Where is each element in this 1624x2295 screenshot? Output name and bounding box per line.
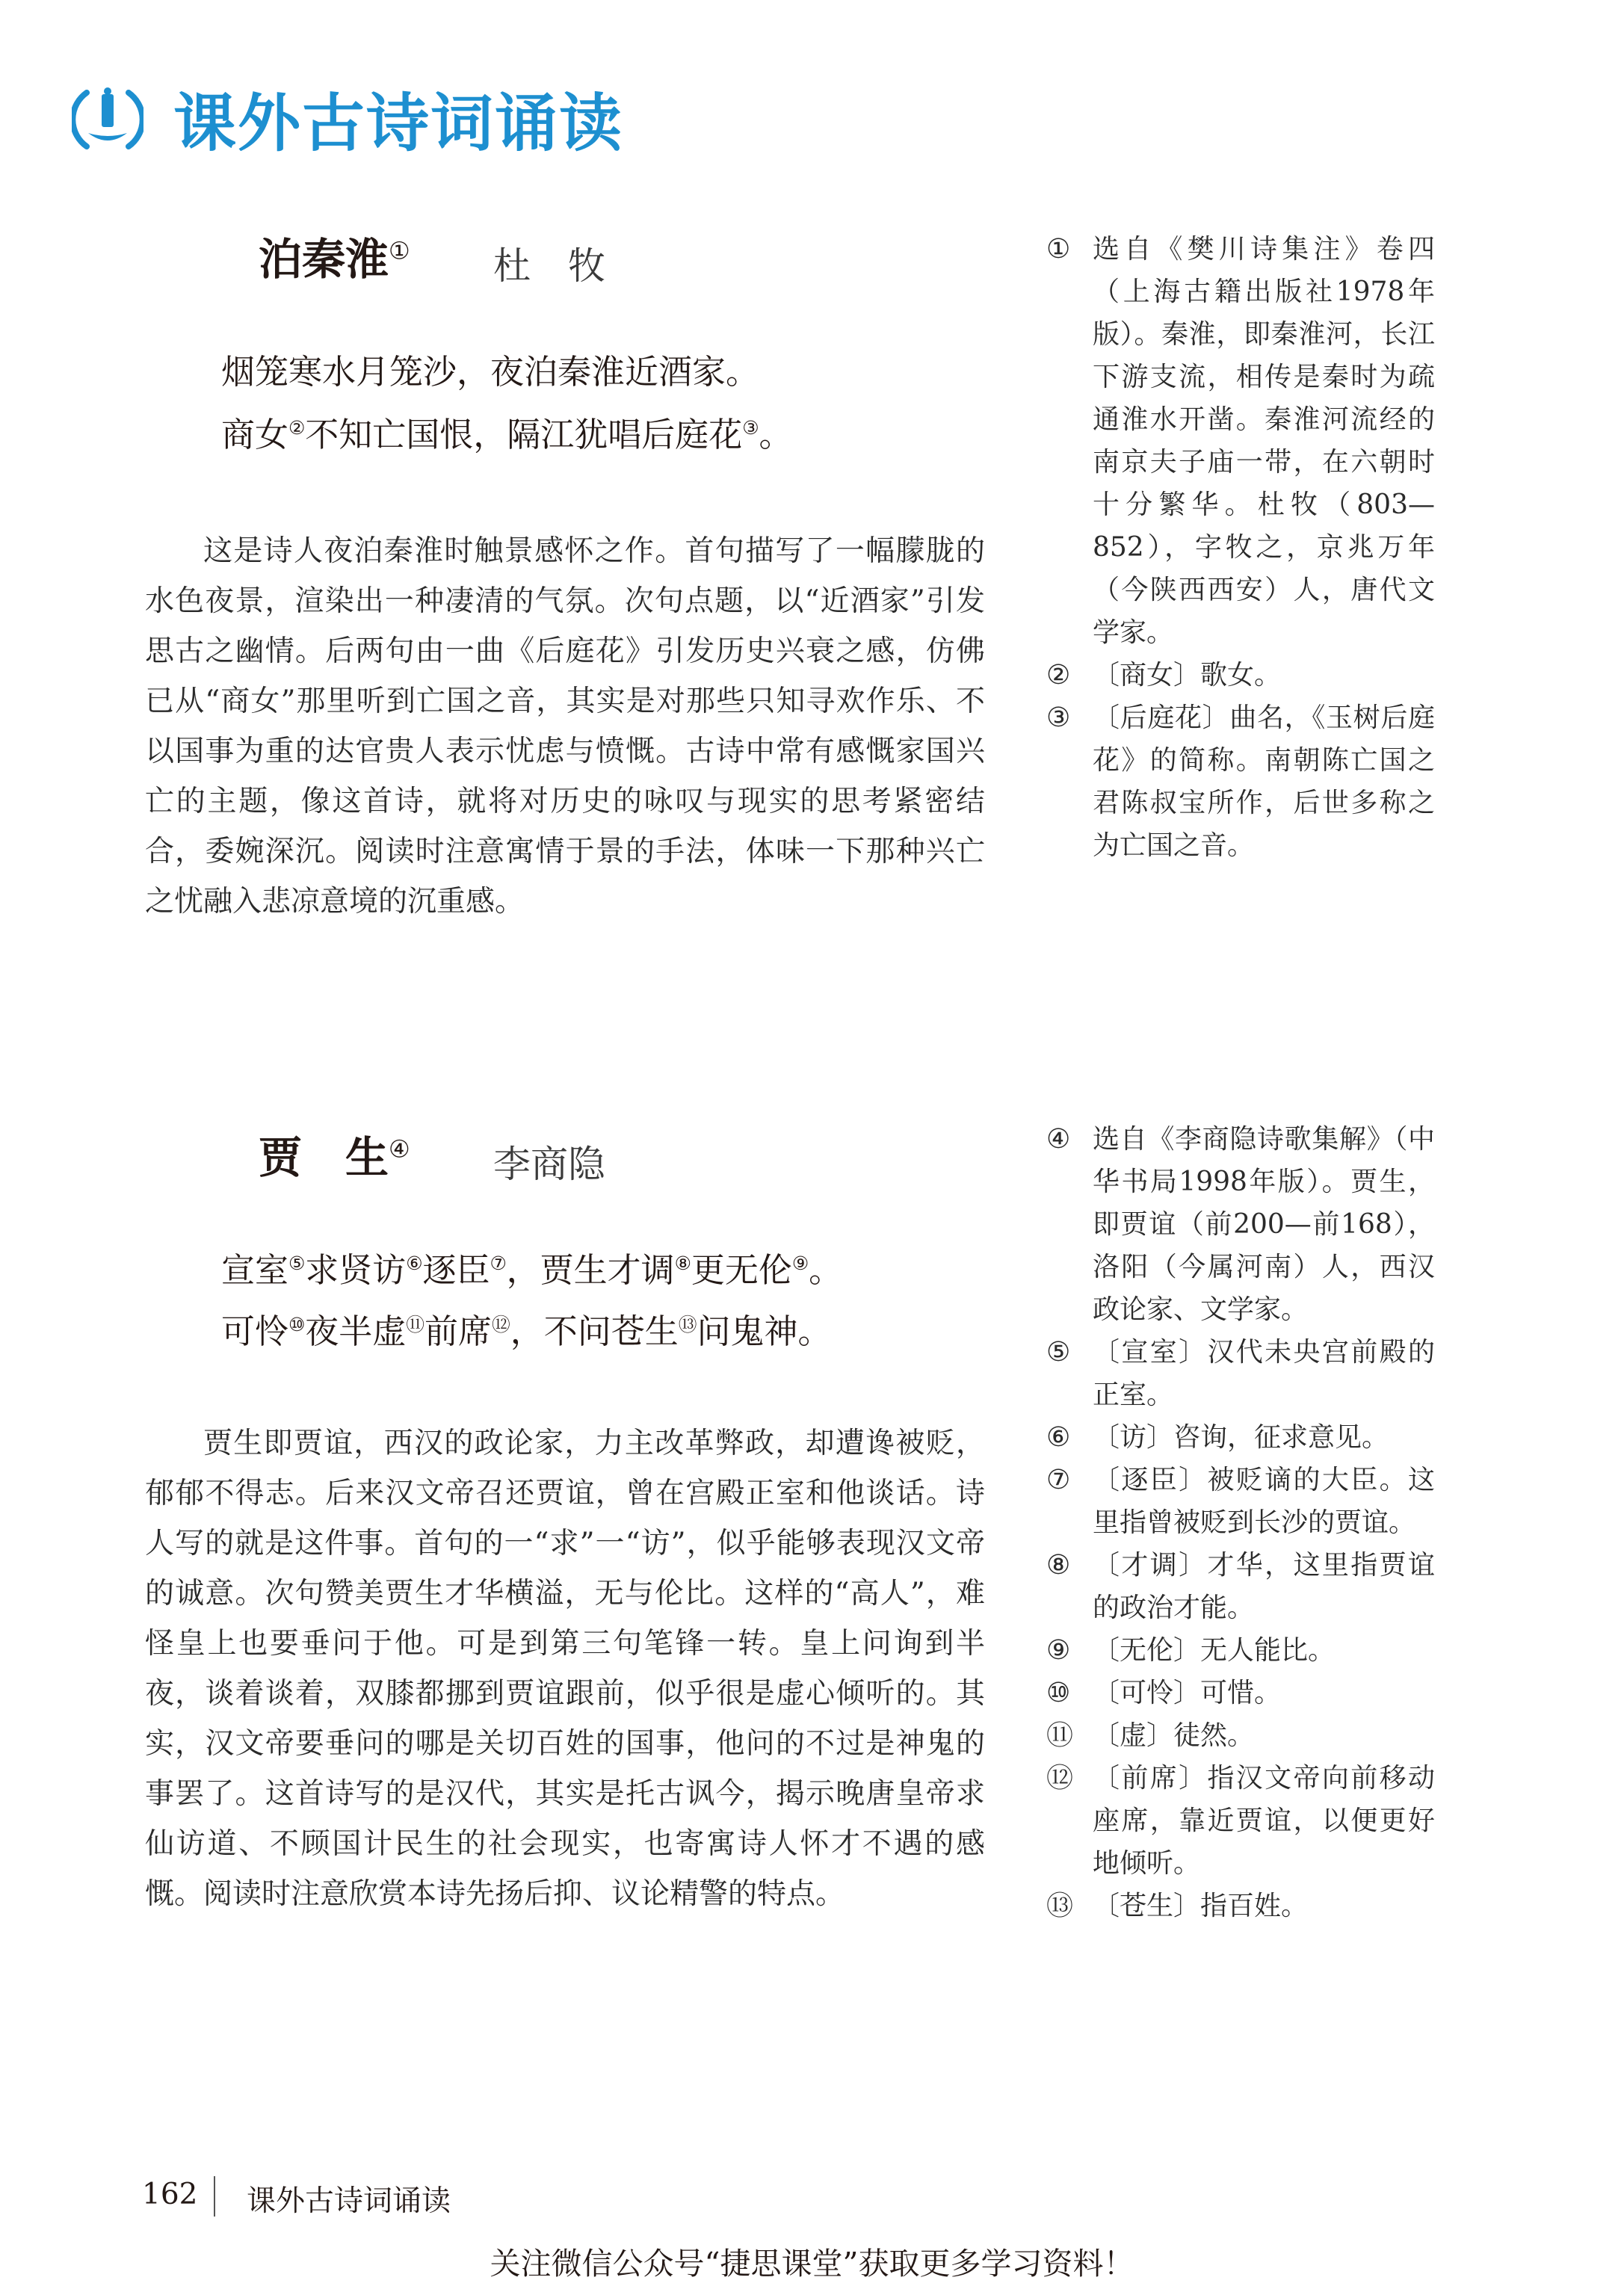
footnote [1046,1416,1435,1459]
footnote-text: 〔才调〕才华，这里指贾谊的政治才能。 [1093,1550,1435,1623]
footnote [1046,1459,1435,1544]
footnote-text: 〔访〕咨询，征求意见。 [1093,1422,1389,1453]
verse-text: 宣室 [221,1250,289,1290]
footnote-text: 〔苍生〕指百姓。 [1093,1891,1309,1921]
section-title: 课外古诗词诵读 [173,87,624,160]
poem-title-boqinhuai [259,224,410,287]
footnote-ref: ⑥ [406,1252,423,1274]
footnote-ref: ⑩ [288,1314,306,1335]
footer-divider [214,2176,215,2217]
poem-commentary: 这是诗人夜泊秦淮时触景感怀之作。首句描写了一幅朦胧的水色夜景，渲染出一种凄清的气氛。次句点题，以“近酒家”引发思古之幽情。后两句由一曲《后庭花》引发历史兴衰之感，仿佛已从“商女”那里听到亡国之音，其实是对那些只知寻欢作乐、不以国事为重的达官贵人表示忧虑与愤慨。古诗中常有感慨家国兴亡的主题，像这首诗，就将对历史的咏叹与现实的思考紧密结合，委婉深沉。阅读时注意寓情于景的手法，体味一下那种兴亡之忧融入悲凉意境的沉重感。 [145,534,985,918]
verse-text: ，贾生才调 [506,1250,675,1290]
poem-line [221,413,792,457]
footer-promo: 关注微信公众号“捷思课堂”获取更多学习资料！ [490,2246,1134,2282]
footnote-ref: ② [288,417,306,439]
footnote [1046,696,1435,867]
footnote-number: ⑤ [1046,1337,1071,1368]
poem-commentary: 贾生即贾谊，西汉的政论家，力主改革弊政，却遭谗被贬，郁郁不得志。后来汉文帝召还贾谊，曾在宫殿正室和他谈话。诗人写的就是这件事。首句的一“求”一“访”，似乎能够表现汉文帝的诚意。次句赞美贾生才华横溢，无与伦比。这样的“高人”，难怪皇上也要垂问于他。可是到第三句笔锋一转。皇上问询到半夜，谈着谈着，双膝都挪到贾谊跟前，似乎很是虚心倾听的。其实，汉文帝要垂问的哪是关切百姓的国事，他问的不过是神鬼的事罢了。这首诗写的是汉代，其实是托古讽今，揭示晚唐皇帝求仙访道、不顾国计民生的社会现实，也寄寓诗人怀才不遇的感慨。阅读时注意欣赏本诗先扬后抑、议论精警的特点。 [145,1427,985,1911]
footnote-text: 〔可怜〕可惜。 [1093,1678,1282,1708]
footnote-ref: ⑨ [791,1252,809,1274]
footnote [1046,228,1435,654]
footnote-text: 〔虚〕徒然。 [1093,1720,1255,1751]
footnote-text: 〔逐臣〕被贬谪的大臣。这里指曾被贬到长沙的贾谊。 [1093,1465,1435,1538]
footnote-number: ⑫ [1046,1763,1074,1794]
footnote-text: 〔无伦〕无人能比。 [1093,1635,1336,1666]
verse-text: ，不问苍生 [510,1312,679,1351]
footnotes-poem2 [1046,1118,1435,1927]
verse-text: 求贤访 [305,1250,407,1290]
footnote [1046,1885,1435,1927]
footnote-number: ⑬ [1046,1891,1074,1921]
poem-title-text: 泊秦淮 [259,234,389,285]
footer-section-title: 课外古诗词诵读 [247,2184,451,2218]
verse-text: 逐臣 [422,1250,490,1290]
poem-line: 烟笼寒水月笼沙，夜泊秦淮近酒家。 [221,352,760,392]
verse-text: 夜半虚 [305,1312,407,1351]
footnote-text: 〔后庭花〕曲名，《玉树后庭花》的简称。南朝陈亡国之君陈叔宝所作，后世多称之为亡国之音。 [1093,702,1435,861]
footnote-ref: ⑪ [406,1314,424,1335]
footnote [1046,1672,1435,1714]
verse-text: 不知亡国恨，隔江犹唱后庭花 [305,415,743,454]
footnote-text: 选自《李商隐诗歌集解》（中华书局1998年版）。贾生，即贾谊（前200—前168），洛阳（今属河南）人，西汉政论家、文学家。 [1093,1124,1435,1325]
footnote-number: ⑦ [1046,1465,1071,1495]
footnote [1046,654,1435,696]
footnote-text: 〔前席〕指汉文帝向前移动座席，靠近贾谊，以便更好地倾听。 [1093,1763,1435,1879]
footnote-ref: ⑬ [678,1314,697,1335]
footnote-number: ③ [1046,702,1071,733]
footnote-text: 选自《樊川诗集注》卷四（上海古籍出版社1978年版）。秦淮，即秦淮河，长江下游支流，相传是秦时为疏通淮水开凿。秦淮河流经的南京夫子庙一带，在六朝时十分繁华。杜牧（803—852），字牧之，京兆万年（今陕西西安）人，唐代文学家。 [1093,234,1435,648]
footnote [1046,1118,1435,1331]
poem-author: 杜 牧 [493,244,605,288]
footnote-number: ⑨ [1046,1635,1071,1666]
verse-text: 。 [809,1250,843,1290]
page-number: 162 [142,2178,198,2211]
verse-text: 商女 [221,415,289,454]
footnote-number: ⑪ [1046,1720,1074,1751]
footnote-ref: ④ [389,1134,410,1164]
verse-text: 。 [759,415,793,454]
poem-line [221,1309,832,1354]
footnotes-poem1 [1046,228,1435,867]
ink-stone-icon [72,84,143,155]
footnote-ref: ⑫ [492,1314,510,1335]
footnote-number: ② [1046,660,1071,691]
footnote [1046,1544,1435,1629]
footnote [1046,1714,1435,1757]
footnote-number: ④ [1046,1124,1071,1155]
verse-text: 更无伦 [691,1250,792,1290]
footnote-ref: ⑤ [288,1252,306,1274]
verse-text: 问鬼神。 [697,1312,832,1351]
verse-text: 可怜 [221,1312,289,1351]
footnote-number: ⑥ [1046,1422,1071,1453]
poem-title-jiasheng [259,1122,410,1185]
footnote-ref: ⑧ [674,1252,691,1274]
poem-line [221,1248,842,1293]
footnote-number: ⑩ [1046,1678,1071,1708]
footnote [1046,1757,1435,1885]
footnote-ref: ③ [742,417,759,439]
verse-text: 前席 [424,1312,492,1351]
footnote [1046,1629,1435,1672]
footnote-number: ① [1046,234,1071,265]
footnote-text: 〔宣室〕汉代未央宫前殿的正室。 [1093,1337,1435,1410]
footnote-text: 〔商女〕歌女。 [1093,660,1282,691]
footnote-ref: ⑦ [490,1252,507,1274]
footnote [1046,1331,1435,1416]
poem-author: 李商隐 [493,1143,605,1186]
footnote-number: ⑧ [1046,1550,1071,1581]
footnote-ref: ① [389,236,410,265]
poem-title-text: 贾 生 [259,1132,389,1183]
